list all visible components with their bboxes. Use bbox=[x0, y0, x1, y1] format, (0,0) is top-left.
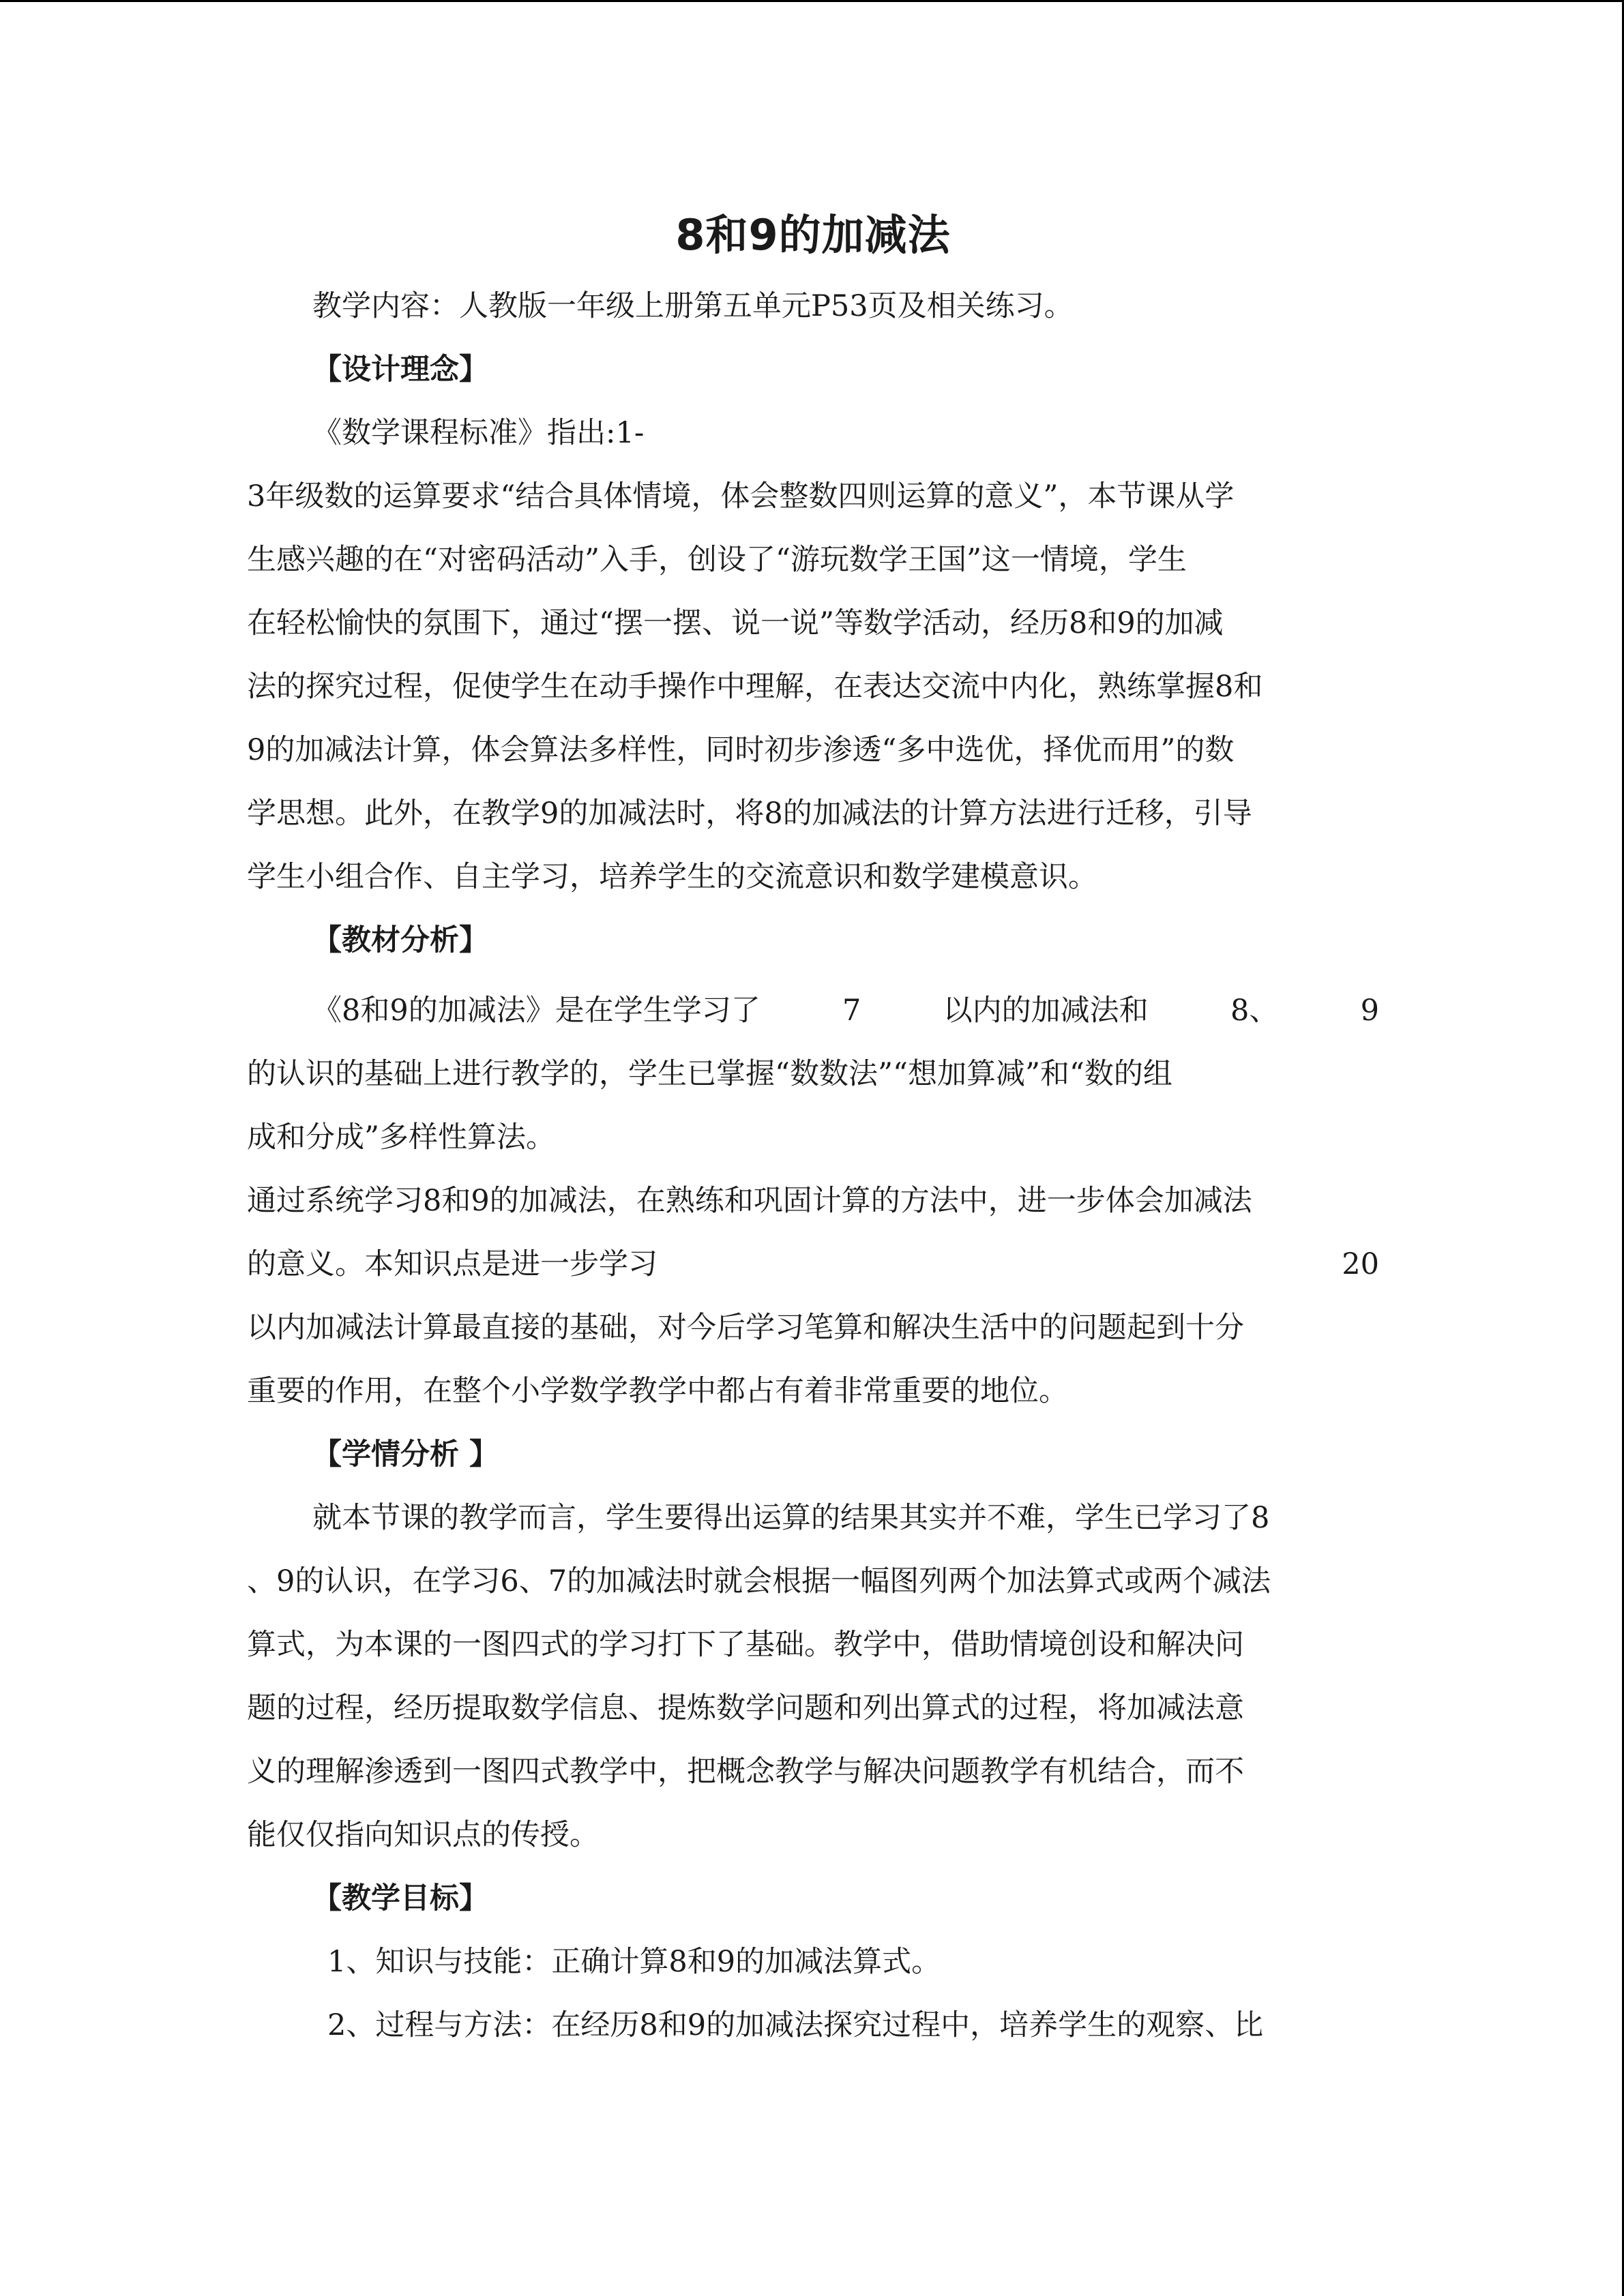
page-top-border bbox=[0, 0, 1624, 2]
heading-material-analysis: 【教材分析】 bbox=[312, 923, 488, 957]
design-line: 在轻松愉快的氛围下，通过“摆一摆、说一说”等数学活动，经历8和9的加减 bbox=[247, 606, 1224, 640]
design-line: 生感兴趣的在“对密码活动”入手，创设了“游玩数学王国”这一情境，学生 bbox=[247, 543, 1187, 577]
material-first-line-part: 7 bbox=[842, 994, 861, 1028]
heading-design-concept: 【设计理念】 bbox=[312, 353, 488, 387]
material-line: 重要的作用，在整个小学数学教学中都占有着非常重要的地位。 bbox=[247, 1374, 1068, 1408]
material-first-line bbox=[247, 979, 1379, 1043]
design-line: 3年级数的运算要求“结合具体情境，体会整数四则运算的意义”，本节课从学 bbox=[247, 479, 1235, 513]
design-intro-line: 《数学课程标准》指出:1- bbox=[312, 416, 645, 450]
teaching-content-line: 教学内容：人教版一年级上册第五单元P53页及相关练习。 bbox=[312, 289, 1074, 323]
material-split-line-part: 的意义。本知识点是进一步学习 bbox=[247, 1247, 658, 1281]
design-line: 9的加减法计算，体会算法多样性，同时初步渗透“多中选优，择优而用”的数 bbox=[247, 733, 1235, 767]
material-first-line-part: 《8和9的加减法》是在学生学习了 bbox=[312, 994, 761, 1028]
material-first-line-part: 以内的加减法和 bbox=[943, 994, 1149, 1028]
material-line: 的认识的基础上进行教学的，学生已掌握“数数法”“想加算减”和“数的组 bbox=[247, 1057, 1172, 1091]
material-split-line-part: 20 bbox=[1342, 1247, 1379, 1281]
material-line: 成和分成”多样性算法。 bbox=[247, 1120, 555, 1154]
students-line: 算式，为本课的一图四式的学习打下了基础。教学中，借助情境创设和解决问 bbox=[247, 1628, 1244, 1662]
goal-item: 1、知识与技能：正确计算8和9的加减法算式。 bbox=[327, 1945, 941, 1979]
material-line: 通过系统学习8和9的加减法，在熟练和巩固计算的方法中，进一步体会加减法 bbox=[247, 1184, 1252, 1218]
goal-item: 2、过程与方法：在经历8和9的加减法探究过程中，培养学生的观察、比 bbox=[327, 2008, 1264, 2042]
material-first-line-part: 8、 bbox=[1230, 994, 1279, 1028]
students-line: 、9的认识，在学习6、7的加减法时就会根据一幅图列两个加法算式或两个减法 bbox=[247, 1564, 1271, 1598]
design-line: 学思想。此外，在教学9的加减法时，将8的加减法的计算方法进行迁移，引导 bbox=[247, 796, 1252, 831]
heading-student-analysis: 【学情分析 】 bbox=[312, 1437, 499, 1472]
students-line: 能仅仅指向知识点的传授。 bbox=[247, 1818, 599, 1852]
material-first-line-part: 9 bbox=[1360, 994, 1379, 1028]
heading-teaching-goals: 【教学目标】 bbox=[312, 1881, 488, 1915]
document-body bbox=[247, 208, 1379, 2057]
document-title: 8和9的加减法 bbox=[675, 210, 951, 260]
material-split-line bbox=[247, 1233, 1379, 1296]
material-line: 以内加减法计算最直接的基础，对今后学习笔算和解决生活中的问题起到十分 bbox=[247, 1311, 1244, 1345]
students-first-line: 就本节课的教学而言，学生要得出运算的结果其实并不难，学生已学习了8 bbox=[312, 1501, 1270, 1535]
students-line: 题的过程，经历提取数学信息、提炼数学问题和列出算式的过程，将加减法意 bbox=[247, 1691, 1244, 1725]
design-line: 学生小组合作、自主学习，培养学生的交流意识和数学建模意识。 bbox=[247, 860, 1097, 894]
design-line: 法的探究过程，促使学生在动手操作中理解，在表达交流中内化，熟练掌握8和 bbox=[247, 670, 1263, 704]
students-line: 义的理解渗透到一图四式教学中，把概念教学与解决问题教学有机结合，而不 bbox=[247, 1755, 1244, 1789]
